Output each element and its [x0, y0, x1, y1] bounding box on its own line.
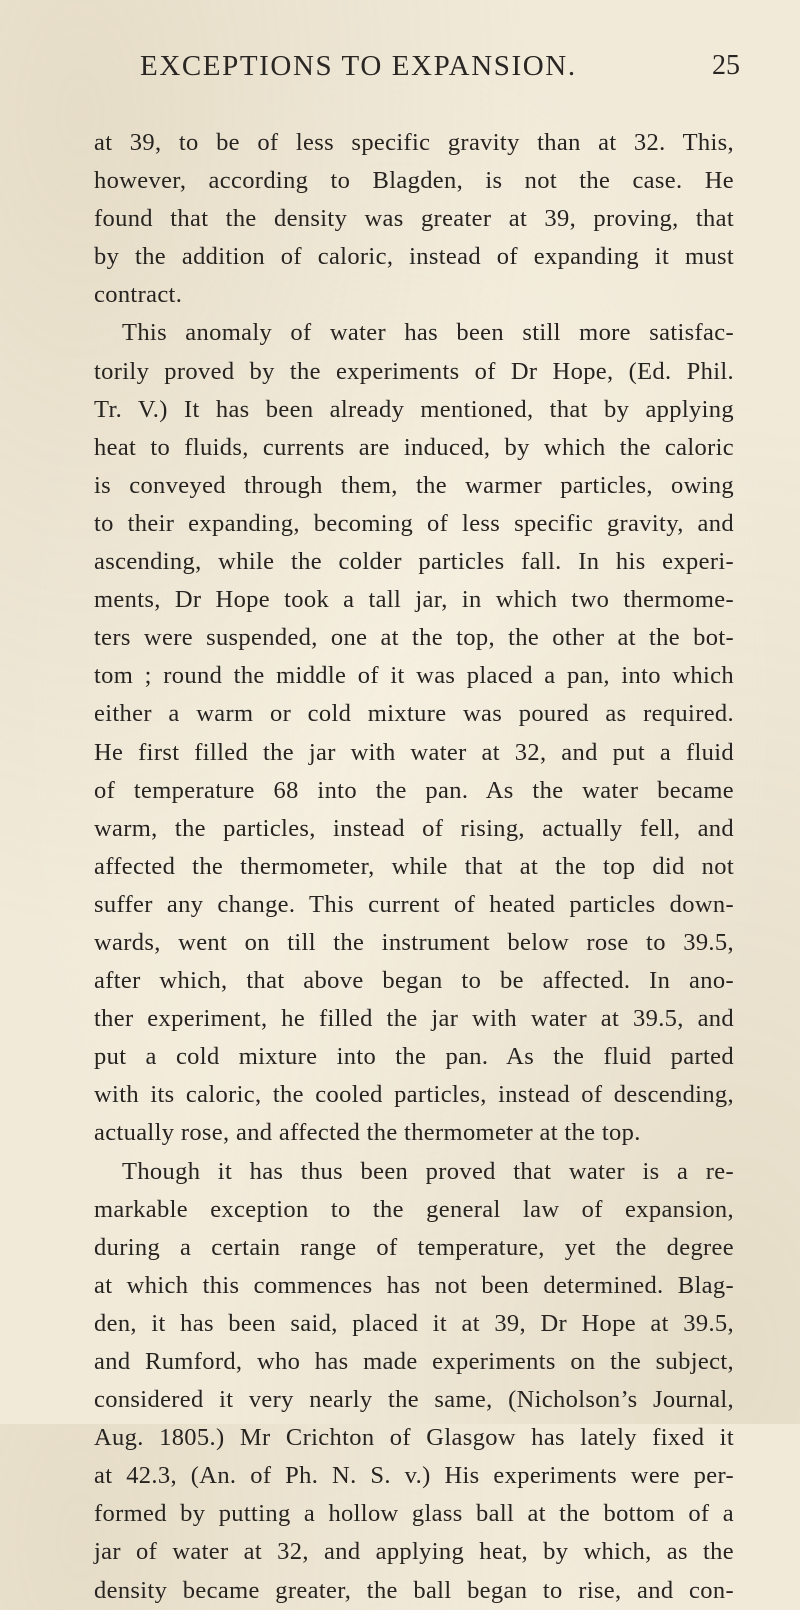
- text-line: considered it very nearly the same, (Nicholson’s Journal,: [94, 1386, 734, 1414]
- text-line: formed by putting a hollow glass ball at the bottom of a: [94, 1500, 734, 1528]
- text-line: suffer any change. This current of heated particles down-: [94, 890, 734, 918]
- text-line: at which this commences has not been determined. Blag-: [94, 1271, 734, 1299]
- text-line: and Rumford, who has made experiments on the subject,: [94, 1348, 734, 1375]
- text-line: of temperature 68 into the pan. As the water became: [94, 776, 734, 804]
- text-line: however, according to Blagden, is not the case. He: [94, 167, 734, 195]
- text-line: den, it has been said, placed it at 39, Dr Hope at 39.5,: [94, 1309, 734, 1337]
- text-line: heat to fluids, currents are induced, by which the caloric: [94, 433, 734, 461]
- text-line: by the addition of caloric, instead of expanding it must: [94, 243, 734, 271]
- page-number: 25: [712, 50, 740, 81]
- text-line: jar of water at 32, and applying heat, by which, as the: [94, 1538, 734, 1566]
- text-line: put a cold mixture into the pan. As the fluid parted: [94, 1043, 734, 1071]
- text-line: after which, that above began to be affected. In ano-: [94, 967, 734, 995]
- text-line: ters were suspended, one at the top, the other at the bot-: [94, 624, 734, 652]
- text-line: markable exception to the general law of expansion,: [94, 1195, 734, 1223]
- text-line: ther experiment, he filled the jar with water at 39.5, and: [94, 1005, 734, 1033]
- text-line: with its caloric, the cooled particles, instead of descending,: [94, 1081, 734, 1109]
- text-line: warm, the particles, instead of rising, actually fell, and: [94, 814, 734, 842]
- text-line: is conveyed through them, the warmer particles, owing: [94, 471, 734, 499]
- text-line: affected the thermometer, while that at the top did not: [94, 852, 734, 880]
- text-line: actually rose, and affected the thermometer at the top.: [94, 1119, 641, 1147]
- text-line: Tr. V.) It has been already mentioned, that by applying: [94, 395, 734, 423]
- text-line: to their expanding, becoming of less specific gravity, and: [94, 509, 734, 537]
- text-line: at 39, to be of less specific gravity than at 32. This,: [94, 129, 734, 156]
- text-line: Though it has thus been proved that water is a re-: [122, 1157, 734, 1185]
- body-text: [94, 124, 734, 1610]
- text-line: tom ; round the middle of it was placed a pan, into which: [94, 662, 734, 690]
- text-line: He first filled the jar with water at 32, and put a fluid: [94, 738, 734, 766]
- text-line: found that the density was greater at 39, proving, that: [94, 205, 734, 233]
- text-line: density became greater, the ball began to rise, and con-: [94, 1576, 734, 1604]
- text-line: either a warm or cold mixture was poured as required.: [94, 700, 734, 728]
- text-line: at 42.3, (An. of Ph. N. S. v.) His experiments were per-: [94, 1462, 734, 1490]
- text-line: Aug. 1805.) Mr Crichton of Glasgow has lately fixed it: [94, 1424, 734, 1452]
- running-head: [140, 50, 740, 90]
- text-line: This anomaly of water has been still more satisfac-: [122, 319, 734, 347]
- text-line: ascending, while the colder particles fall. In his experi-: [94, 548, 734, 576]
- text-line: torily proved by the experiments of Dr Hope, (Ed. Phil.: [94, 357, 734, 385]
- text-line: during a certain range of temperature, yet the degree: [94, 1233, 734, 1261]
- running-title: EXCEPTIONS TO EXPANSION.: [140, 50, 577, 82]
- text-line: ments, Dr Hope took a tall jar, in which two thermome-: [94, 586, 734, 614]
- text-line: contract.: [94, 281, 183, 309]
- text-line: wards, went on till the instrument below rose to 39.5,: [94, 928, 734, 956]
